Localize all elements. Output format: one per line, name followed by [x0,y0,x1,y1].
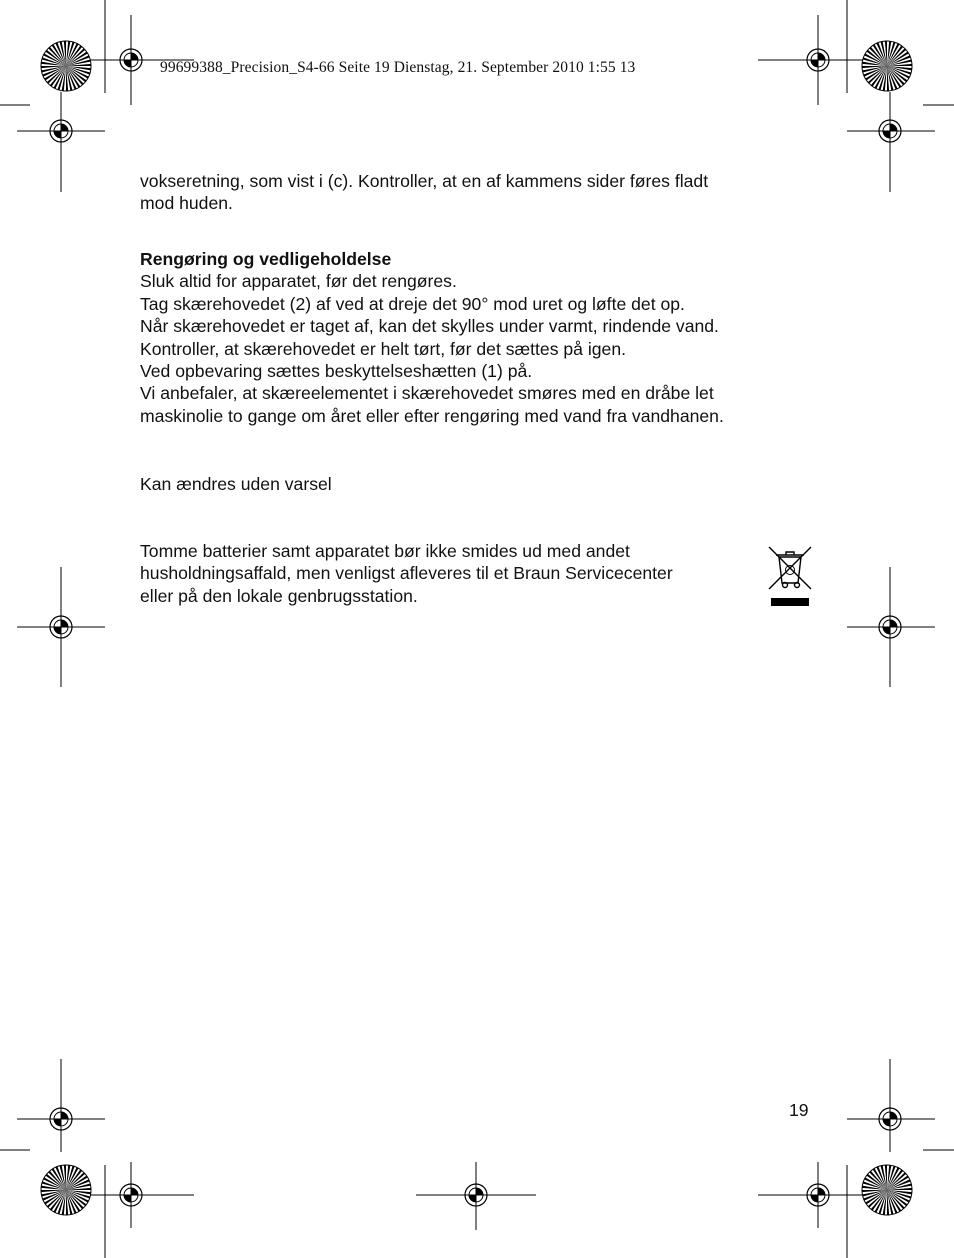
disposal-paragraph [140,540,673,607]
crossed-out-wheelie-bin-icon [767,545,813,609]
star-target-icon [41,1165,91,1215]
star-target-icon [41,41,91,91]
page-number: 19 [789,1100,809,1120]
star-target-icon [862,41,912,91]
text-line: Tomme batterier samt apparatet bør ikke smides ud med andet [140,541,630,561]
text-line: Ved opbevaring sættes beskyttelseshætten (1) på. [140,361,533,382]
text-line: vokseretning, som vist i (c). Kontroller, at en af kammens sider føres fladt [140,171,709,191]
text-line: mod huden. [140,193,233,214]
section-heading: Rengøring og vedligeholdelse [140,249,392,269]
text-line: Vi anbefaler, at skæreelementet i skærehovedet smøres med en dråbe let [140,383,714,404]
cleaning-section [140,248,724,427]
text-line: Sluk altid for apparatet, før det rengøres. [140,271,457,292]
notice-paragraph [140,473,332,495]
text-line: Når skærehovedet er taget af, kan det skylles under varmt, rindende vand. [140,316,719,337]
text-line: Kontroller, at skærehovedet er helt tørt, før det sættes på igen. [140,338,627,359]
text-line: husholdningsaffald, men venligst afleveres til et Braun Servicecenter [140,563,673,584]
star-target-icon [862,1165,912,1215]
intro-paragraph [140,170,708,215]
text-line: maskinolie to gange om året eller efter rengøring med vand fra vandhanen. [140,405,724,426]
text-line: Tag skærehovedet (2) af ved at dreje det 90° mod uret og løfte det op. [140,293,685,314]
text-line: eller på den lokale genbrugsstation. [140,585,418,606]
text-line: Kan ændres uden varsel [140,474,332,494]
print-slug: 99699388_Precision_S4-66 Seite 19 Dienstag, 21. September 2010 1:55 13 [160,59,636,76]
